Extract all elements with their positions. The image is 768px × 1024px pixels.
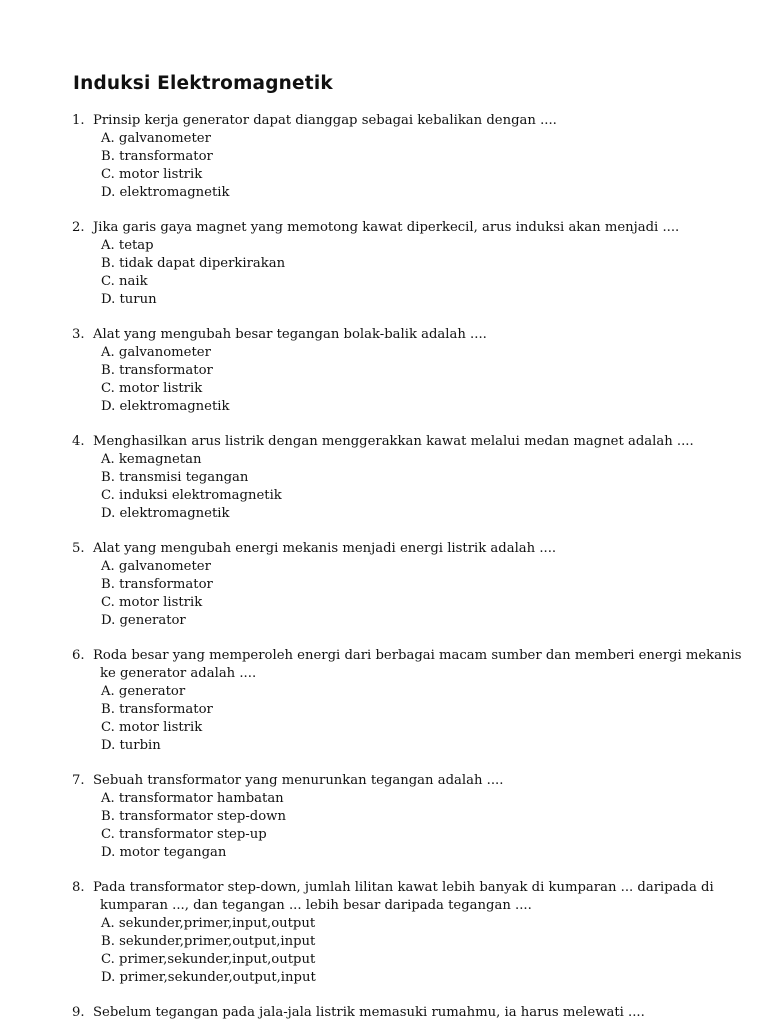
option-d: D. turun <box>101 291 157 307</box>
question-6 <box>72 647 742 754</box>
option-c: C. motor listrik <box>101 166 203 182</box>
option-a: A. sekunder,primer,input,output <box>101 915 316 931</box>
option-b: B. transformator <box>101 362 213 378</box>
question-5 <box>72 540 722 630</box>
question-number: 3. <box>72 327 85 342</box>
question-text: Alat yang mengubah energi mekanis menjadi energi listrik adalah .... <box>93 541 557 556</box>
option-c: C. induksi elektromagnetik <box>101 487 282 503</box>
option-d: D. elektromagnetik <box>101 184 230 200</box>
question-text-continued: kumparan ..., dan tegangan ... lebih besar daripada tegangan .... <box>100 897 532 913</box>
question-number: 4. <box>72 434 85 449</box>
question-text: Roda besar yang memperoleh energi dari berbagai macam sumber dan memberi energi mekanis <box>93 648 742 663</box>
option-d: D. primer,sekunder,output,input <box>101 969 316 985</box>
option-c: C. naik <box>101 273 148 289</box>
option-a: A. tetap <box>101 237 154 253</box>
question-4 <box>72 433 722 523</box>
option-b: B. tidak dapat diperkirakan <box>101 255 286 271</box>
question-text: Sebelum tegangan pada jala-jala listrik memasuki rumahmu, ia harus melewati .... <box>93 1005 645 1020</box>
question-stem <box>72 326 722 344</box>
option-a: A. transformator hambatan <box>101 790 284 806</box>
question-stem <box>72 219 722 237</box>
question-stem <box>72 112 722 130</box>
option-c: C. primer,sekunder,input,output <box>101 951 316 967</box>
question-text-continued: ke generator adalah .... <box>100 665 257 681</box>
option-d: D. turbin <box>101 737 161 753</box>
question-8 <box>72 879 722 986</box>
question-text: Alat yang mengubah besar tegangan bolak-balik adalah .... <box>93 327 487 342</box>
option-b: B. transformator <box>101 148 213 164</box>
option-a: A. kemagnetan <box>101 451 202 467</box>
question-number: 8. <box>72 880 85 895</box>
option-b: B. transformator <box>101 576 213 592</box>
question-2 <box>72 219 722 309</box>
option-b: B. transmisi tegangan <box>101 469 249 485</box>
option-a: A. generator <box>101 683 186 699</box>
question-7 <box>72 772 722 862</box>
question-stem <box>72 772 722 790</box>
question-stem <box>72 433 722 451</box>
page-title: Induksi Elektromagnetik <box>73 73 333 94</box>
question-stem <box>72 540 722 558</box>
option-c: C. motor listrik <box>101 380 203 396</box>
question-9 <box>72 1004 722 1022</box>
option-d: D. motor tegangan <box>101 844 227 860</box>
option-c: C. transformator step-up <box>101 826 267 842</box>
option-a: A. galvanometer <box>101 130 211 146</box>
option-a: A. galvanometer <box>101 344 211 360</box>
option-b: B. transformator step-down <box>101 808 286 824</box>
option-b: B. transformator <box>101 701 213 717</box>
option-c: C. motor listrik <box>101 719 203 735</box>
question-number: 2. <box>72 220 85 235</box>
question-number: 9. <box>72 1005 85 1020</box>
option-d: D. elektromagnetik <box>101 398 230 414</box>
question-number: 6. <box>72 648 85 663</box>
question-stem <box>72 1004 722 1022</box>
question-text: Jika garis gaya magnet yang memotong kawat diperkecil, arus induksi akan menjadi .... <box>93 220 680 235</box>
option-c: C. motor listrik <box>101 594 203 610</box>
question-number: 1. <box>72 113 85 128</box>
question-number: 7. <box>72 773 85 788</box>
question-3 <box>72 326 722 416</box>
question-text: Sebuah transformator yang menurunkan tegangan adalah .... <box>93 773 504 788</box>
option-b: B. sekunder,primer,output,input <box>101 933 316 949</box>
question-stem <box>72 647 742 665</box>
question-number: 5. <box>72 541 85 556</box>
question-1 <box>72 112 722 202</box>
option-d: D. elektromagnetik <box>101 505 230 521</box>
question-text: Pada transformator step-down, jumlah lilitan kawat lebih banyak di kumparan ... daripada di <box>93 880 714 895</box>
option-d: D. generator <box>101 612 186 628</box>
question-text: Menghasilkan arus listrik dengan menggerakkan kawat melalui medan magnet adalah .... <box>93 434 694 449</box>
question-text: Prinsip kerja generator dapat dianggap sebagai kebalikan dengan .... <box>93 113 557 128</box>
option-a: A. galvanometer <box>101 558 211 574</box>
question-stem <box>72 879 722 897</box>
